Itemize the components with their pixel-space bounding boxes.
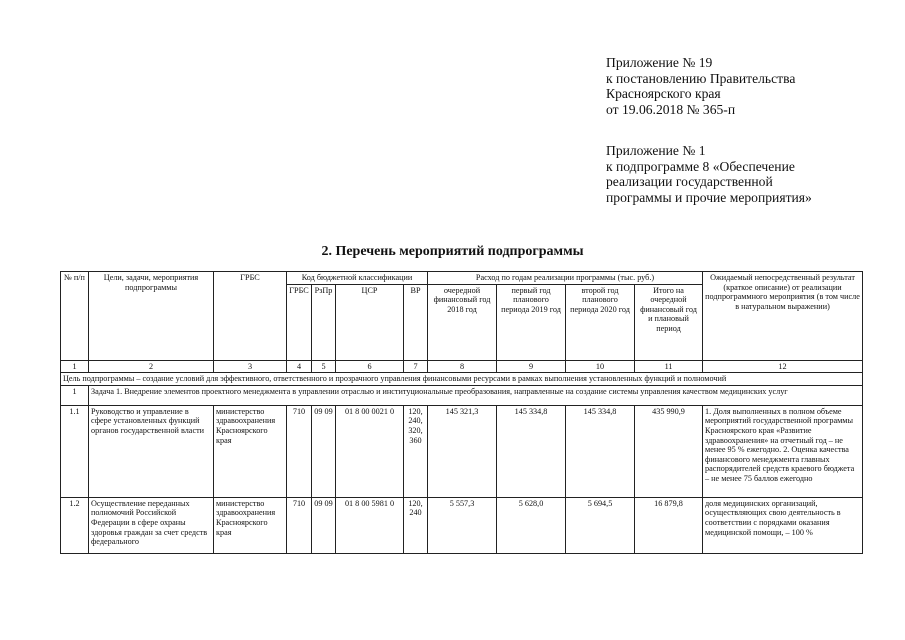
row-rzpr: 09 09 [312, 405, 336, 497]
appendix-line: Приложение № 1 [606, 143, 706, 158]
goal-row [61, 373, 863, 386]
document-title: 2. Перечень мероприятий подпрограммы [321, 244, 584, 259]
row-grbs: 710 [287, 405, 312, 497]
column-number: 3 [214, 360, 287, 373]
appendix-line: реализации государственной [606, 174, 773, 189]
column-number: 8 [428, 360, 497, 373]
header-budget-code: Код бюджетной классификации [287, 272, 428, 285]
row-rzpr: 09 09 [312, 497, 336, 553]
header-expenses: Расход по годам реализации программы (тыс. руб.) [428, 272, 703, 285]
table-row [61, 497, 863, 553]
header-csr: ЦСР [336, 284, 404, 360]
row-2018: 145 321,3 [428, 405, 497, 497]
column-number: 9 [497, 360, 566, 373]
row-num: 1.2 [61, 497, 89, 553]
row-2020: 5 694,5 [566, 497, 635, 553]
column-number: 4 [287, 360, 312, 373]
column-number: 7 [404, 360, 428, 373]
row-2019: 145 334,8 [497, 405, 566, 497]
row-num: 1.1 [61, 405, 89, 497]
appendix-header-decree [606, 55, 795, 117]
header-grbs-code: ГРБС [287, 284, 312, 360]
header-2020: второй год планового периода 2020 год [566, 284, 635, 360]
task-num: 1 [61, 385, 89, 405]
column-number-row [61, 360, 863, 373]
header-2019: первый год планового периода 2019 год [497, 284, 566, 360]
column-number: 11 [635, 360, 703, 373]
column-number: 5 [312, 360, 336, 373]
measures-table [60, 271, 863, 554]
header-total: Итого на очередной финансовый год и плановый период [635, 284, 703, 360]
header-goals: Цели, задачи, мероприятия подпрограммы [89, 272, 214, 361]
column-number: 6 [336, 360, 404, 373]
header-vr: ВР [404, 284, 428, 360]
row-vr: 120, 240 [404, 497, 428, 553]
column-number: 10 [566, 360, 635, 373]
table-row [61, 405, 863, 497]
column-number: 1 [61, 360, 89, 373]
row-grbs-name: министерство здравоохранения Красноярского края [214, 497, 287, 553]
task-text: Задача 1. Внедрение элементов проектного менеджмента в управлении отраслью и институциональные преобразования, направленные на создание системы управления качеством медицинских услуг [89, 385, 863, 405]
column-number: 2 [89, 360, 214, 373]
task-row [61, 385, 863, 405]
header-result: Ожидаемый непосредственный результат (краткое описание) от реализации подпрограммного мероприятия (в том числе в натуральном выражении) [703, 272, 863, 361]
appendix-line: к постановлению Правительства [606, 70, 796, 86]
row-vr: 120, 240, 320, 360 [404, 405, 428, 497]
row-2020: 145 334,8 [566, 405, 635, 497]
row-total: 435 990,9 [635, 405, 703, 497]
row-result: доля медицинских организаций, осуществляющих свою деятельность в соответствии с порядками оказания медицинской помощи, – 100 % [703, 497, 863, 553]
appendix-line: от 19.06.2018 № 365-п [606, 101, 736, 117]
row-2019: 5 628,0 [497, 497, 566, 553]
appendix-line: к подпрограмме 8 «Обеспечение [606, 158, 795, 174]
header-row [61, 272, 863, 285]
header-rzpr: РзПр [312, 284, 336, 360]
row-csr: 01 8 00 5981 0 [336, 497, 404, 553]
header-grbs: ГРБС [214, 272, 287, 361]
appendix-line: Приложение № 19 [606, 55, 713, 70]
row-total: 16 879,8 [635, 497, 703, 553]
appendix-line: программы и прочие мероприятия» [606, 189, 812, 205]
header-2018: очередной финансовый год 2018 год [428, 284, 497, 360]
column-number: 12 [703, 360, 863, 373]
appendix-line: Красноярского края [606, 86, 721, 101]
row-csr: 01 8 00 0021 0 [336, 405, 404, 497]
row-name: Руководство и управление в сфере установленных функций органов государственной власти [89, 405, 214, 497]
appendix-header-subprogram [606, 143, 812, 205]
row-2018: 5 557,3 [428, 497, 497, 553]
row-result: 1. Доля выполненных в полном объеме мероприятий государственной программы Красноярского края «Развитие здравоохранения» на отчетный год – не менее 95 % ежегодно. 2. Оценка качества финансового менеджмента главных распорядителей средств краевого бюджета – не менее 75 баллов ежегодно [703, 405, 863, 497]
header-num: № п/п [61, 272, 89, 361]
row-grbs: 710 [287, 497, 312, 553]
goal-text: Цель подпрограммы – создание условий для эффективного, ответственного и прозрачного управления финансовыми ресурсами в рамках выполнения установленных функций и полномочий [61, 373, 863, 386]
row-grbs-name: министерство здравоохранения Красноярского края [214, 405, 287, 497]
row-name: Осуществление переданных полномочий Российской Федерации в сфере охраны здоровья граждан за счет средств федерального [89, 497, 214, 553]
